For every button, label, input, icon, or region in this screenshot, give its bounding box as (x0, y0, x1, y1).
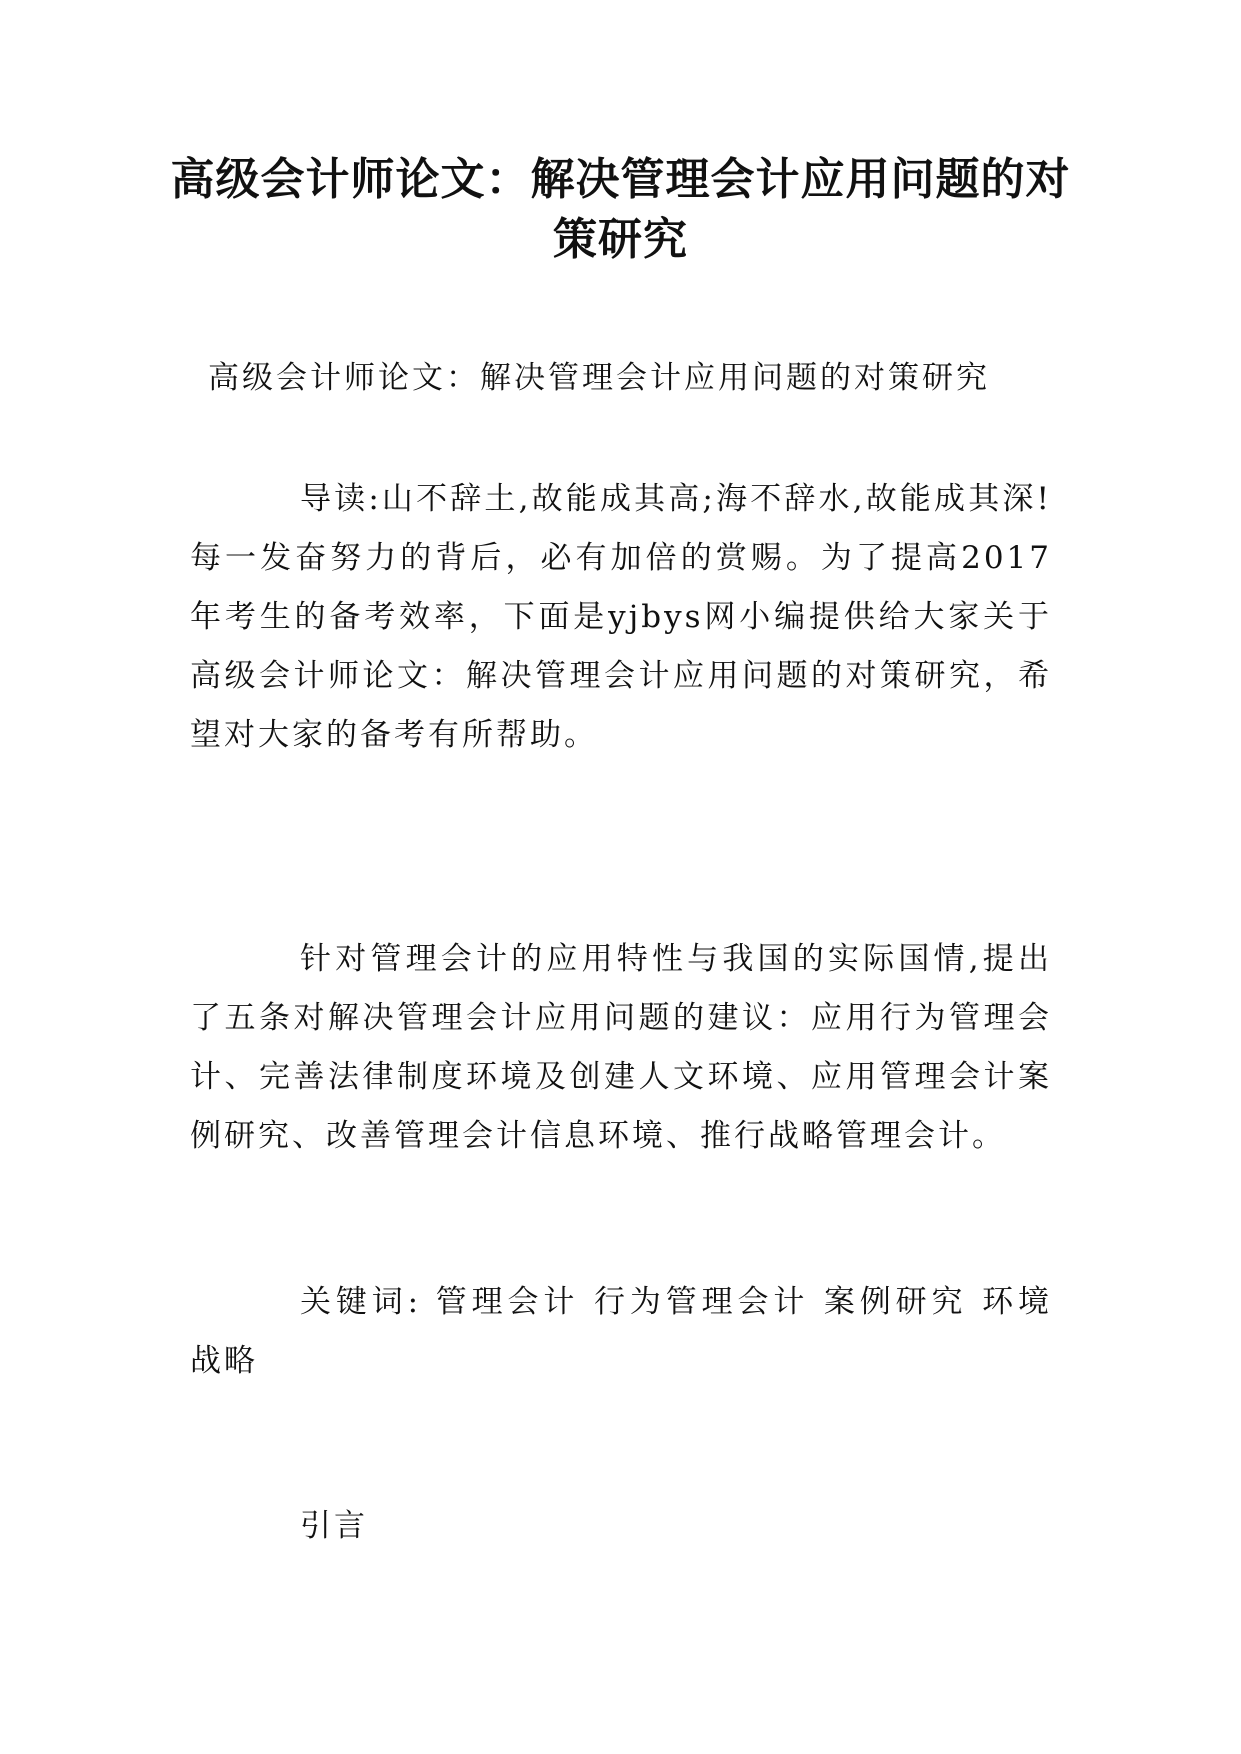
document-title: 高级会计师论文：解决管理会计应用问题的对策研究 (170, 154, 1071, 265)
section-heading-introduction: 引言 (300, 1508, 368, 1544)
abstract-paragraph: 针对管理会计的应用特性与我国的实际国情,提出了五条对解决管理会计应用问题的建议：应用行为管理会计、完善法律制度环境及创建人文环境、应用管理会计案例研究、改善管理会计信息环境、推行战略管理会计。 (190, 941, 1052, 1154)
keywords-paragraph: 关键词: 管理会计 行为管理会计 案例研究 环境 战略 (190, 1284, 1052, 1379)
intro-paragraph: 导读:山不辞土,故能成其高;海不辞水,故能成其深!每一发奋努力的背后，必有加倍的赏赐。为了提高2017年考生的备考效率，下面是yjbys网小编提供给大家关于高级会计师论文：解决管理会计应用问题的对策研究，希望对大家的备考有所帮助。 (190, 481, 1052, 753)
document-subtitle: 高级会计师论文：解决管理会计应用问题的对策研究 (208, 360, 990, 396)
